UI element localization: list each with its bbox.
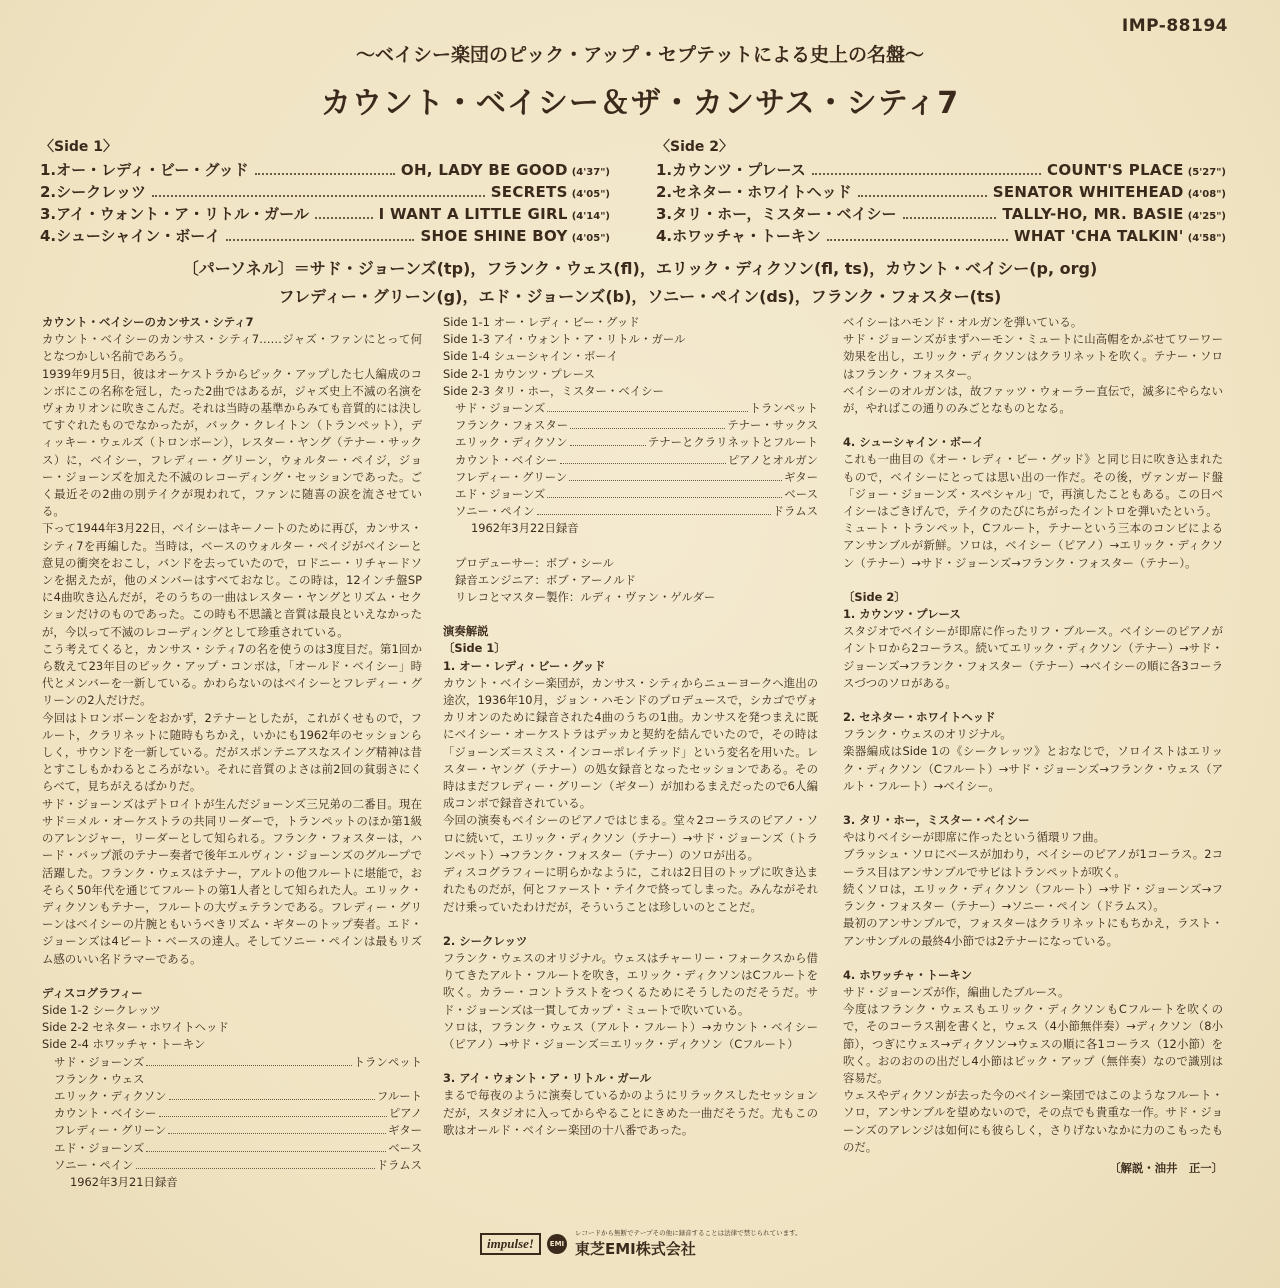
track-heading: 2. シークレッツ <box>443 933 528 948</box>
paragraph: フランク・ウェスのオリジナル。ウェスはチャーリー・フォークスから借りてきたアルト・フルートを吹き，エリック・ディクソンはCフルートを吹く。カラー・コントラストをつくるためにそうしたのだそうだ。サド・ジョーンズは一貫してカップ・ミュートで吹いている。 <box>443 950 818 1017</box>
member-name: エド・ジョーンズ <box>455 487 546 502</box>
paragraph: ソロは，フランク・ウェス（アルト・フルート）→カウント・ベイシー（ピアノ）→サド・ジョーンズ＝エリック・ディクソン（Cフルート） <box>443 1019 818 1051</box>
track-title-jp: 4.ホワッチャ・トーキン <box>656 227 821 245</box>
side2-label: 〈Side 2〉 <box>656 139 734 155</box>
member-row <box>54 1140 422 1157</box>
member-instrument: ギター <box>387 1123 422 1138</box>
member-name: エリック・ディクソン <box>455 435 568 450</box>
track-duration: (5'27") <box>1187 167 1226 178</box>
track-heading: 1. オー・レディ・ビー・グッド <box>443 658 606 673</box>
catalog-number: IMP-88194 <box>1121 16 1228 36</box>
paragraph: サド・ジョーンズはデトロイトが生んだジョーンズ三兄弟の二番目。現在サド＝メル・オーケストラの共同リーダーで，トランペットのほか第1級のアレンジャー，リーダーとして知られる。フランク・フォスターは，ハード・バップ派のテナー奏者で後年エルヴィン・ジョーンズのグループで活躍した。フランク・ウェスはテナー，アルトの他フルートに堪能で，おそらく50年代を通じてフルートの第1人者として知られた人。エリック・ディクソンもテナー，フルートの大ヴェテランである。フレディー・グリーンはベイシーの片腕ともいうべきリズム・ギターのトップ奏者。エド・ジョーンズは4ビート・ベースの達人。そしてソニー・ペインは最もリズム感のいい名ドラマーである。 <box>42 796 422 966</box>
notes-column-1 <box>42 314 422 1191</box>
dot-leader <box>152 186 485 197</box>
paragraph: 今回の演奏もベイシーのピアノではじまる。堂々2コーラスのピアノ・ソロに続いて，エリック・ディクソン（テナー）→サド・ジョーンズ（トランペット）→フランク・フォスター（テナー）のソロが出る。 <box>443 813 818 862</box>
member-row <box>54 1105 422 1122</box>
track-duration: (4'37") <box>571 167 610 178</box>
member-name: フレディー・グリーン <box>54 1123 167 1138</box>
member-row <box>54 1054 422 1071</box>
member-row <box>455 452 818 469</box>
track-duration: (4'05") <box>571 189 610 200</box>
track-row <box>40 181 610 203</box>
track-title-en: TALLY-HO, MR. BASIE <box>1002 205 1184 223</box>
track-row <box>40 159 610 181</box>
track-row <box>656 203 1226 225</box>
notes-heading: 演奏解説 <box>443 624 489 639</box>
track-heading: 3. タリ・ホー，ミスター・ベイシー <box>843 813 1030 828</box>
discography-entry: Side 1-1 オー・レディ・ビー・グッド <box>443 315 640 329</box>
member-name: カウント・ベイシー <box>455 452 558 467</box>
paragraph: 下って1944年3月22日，ベイシーはキーノートのために再び，カンサス・シティ7を再編した。当時は，ベースのウォルター・ペイジがベイシーと意見の衝突をおこし，バンドを去っていたので，ロドニー・リチャードソンを据えたが，他のメンバーはすべておなじ。この時は，12インチ盤SPに4曲吹き込んだが，そのうちの一曲はレスター・ヤングとリズム・セクションだけのものであった。この時も不思議と音質は最良といえなかったが，今以って不滅のレコーディングとして珍重されている。 <box>42 521 422 639</box>
member-name: カウント・ベイシー <box>54 1106 157 1121</box>
paragraph: こう考えてくると，カンサス・シティ7の名を使うのは3度目だ。第1回から数えて23年目のピック・アップ・コンボは，「オールド・ベイシー」時代とメンバーを一新している。かわらないのはベイシーとフレディー・グリーンの2人だけだ。 <box>42 641 422 708</box>
member-row <box>455 417 818 434</box>
paragraph: ウェスやディクソンが去った今のベイシー楽団ではこのようなフルート・ソロ，アンサンブルを望めないので，その点でも貴重な一作。サド・ジョーンズのアレンジは如何にも彼らしく，さりげないなかに力のこもったものだ。 <box>843 1088 1223 1154</box>
paragraph: カウント・ベイシー楽団が，カンサス・シティからニューヨークへ進出の途次，1936年10月，ジョン・ハモンドのプロデュースで，シカゴでヴォカリオンのために録音された4曲のうちの1曲。カンサスを発つまえに既にベイシー・オーケストラはデッカと契約を結んでいたので，その時は「ジョーンズ＝スミス・インコーポレイテッド」という変名を用いた。レスター・ヤング（テナー）の処女録音となったセッションである。その時はまだフレディー・グリーン（ギター）が加わるまえだったので6人編成コンボで録音されている。 <box>443 675 818 811</box>
copyright-warning: レコードから無断でテープその他に録音することは法律で禁じられています。 <box>574 1229 802 1237</box>
paragraph: 今回はトロンボーンをおかず，2テナーとしたが，これがくせもので，フルート，クラリネットに随時もちかえ，いかにも1962年のセッションらしく，サウンドを一新している。だがスポンテニアスなスイング精神は昔とすこしもかわるところがない。それに音質のよさは前2回の貧弱さにくらべて，見ちがえるばかりだ。 <box>42 710 422 794</box>
track-title-jp: 3.アイ・ウォント・ア・リトル・ガール <box>40 205 309 223</box>
paragraph: 楽器編成はSide 1の《シークレッツ》とおなじで，ソロイストはエリック・ディクソン（Cフルート）→サド・ジョーンズ→フランク・ウェス（アルト・フルート）→ベイシー。 <box>843 744 1223 793</box>
member-name: エド・ジョーンズ <box>54 1140 145 1155</box>
paragraph: まるで毎夜のように演奏しているかのようにリラックスしたセッションだが，スタジオに入ってからやることにきめた一曲だそうだ。尤もこの歌はオールド・ベイシー楽団の十八番であった。 <box>443 1088 818 1137</box>
member-instrument: ピアノ <box>388 1106 422 1121</box>
paragraph: 続くソロは，エリック・ディクソン（フルート）→サド・ジョーンズ→フランク・フォスター（テナー）→ソニー・ペイン（ドラムス）。 <box>843 881 1223 914</box>
track-title-jp: 2.シークレッツ <box>40 183 146 201</box>
track-title-jp: 3.タリ・ホー，ミスター・ベイシー <box>656 205 897 223</box>
track-heading: 4. シューシャイン・ボーイ <box>843 435 984 450</box>
side1-label: 〈Side 1〉 <box>40 139 118 155</box>
dot-leader <box>255 164 395 175</box>
side-heading: 〔Side 1〕 <box>443 641 506 656</box>
track-title-en: SECRETS <box>490 183 568 201</box>
album-subtitle: ～ベイシー楽団のピック・アップ・セプテットによる史上の名盤～ <box>356 44 924 66</box>
track-duration: (4'25") <box>1187 211 1226 222</box>
paragraph: カウント・ベイシーのカンサス・シティ7……ジャズ・ファンにとって何となつかしい名前であろう。 <box>42 332 422 364</box>
dot-leader <box>315 208 373 219</box>
paragraph: サド・ジョーンズがまずハーモン・ミュートに山高帽をかぶせてワーワー効果を出し，エリック・ディクソンはクラリネットを吹く。テナー・ソロはフランク・フォスター。 <box>843 332 1223 381</box>
engineer-credit: 録音エンジニア：ボブ・アーノルド <box>455 572 636 587</box>
member-instrument: トランペット <box>353 1054 422 1069</box>
paragraph: ベイシーのオルガンは，故ファッツ・ウォーラー直伝で，滅多にやらないが，やればこの通りのみごとなものとなる。 <box>843 383 1223 416</box>
track-title-en: SHOE SHINE BOY <box>420 227 568 245</box>
member-row <box>54 1122 422 1139</box>
paragraph: スタジオでベイシーが即席に作ったリフ・ブルース。ベイシーのピアノがイントロから2コーラス。続いてエリック・ディクソン（テナー）→サド・ジョーンズ→フランク・フォスター（テナー）→ベイシーの順に各3コーラスづつのソロがある。 <box>843 624 1223 690</box>
track-duration: (4'08") <box>1187 189 1226 200</box>
member-row <box>455 400 818 417</box>
producer-credit: プロデューサー：ボブ・シール <box>455 555 614 570</box>
member-instrument: ドラムス <box>376 1157 422 1172</box>
discography-entry: Side 1-4 シューシャイン・ボーイ <box>443 349 619 364</box>
discography-entry: Side 1-3 アイ・ウォント・ア・リトル・ガール <box>443 332 686 347</box>
member-instrument: ドラムス <box>772 504 818 519</box>
member-name: フランク・フォスター <box>455 418 569 433</box>
discography-entry: Side 2-4 ホワッチャ・トーキン <box>42 1037 206 1052</box>
member-row <box>455 503 818 520</box>
track-heading: 1. カウンツ・プレース <box>843 607 961 622</box>
member-instrument: ベース <box>388 1140 422 1155</box>
impulse-logo: impulse! <box>480 1233 541 1255</box>
paragraph: フランク・ウェスのオリジナル。 <box>843 727 1012 742</box>
paragraph: やはりベイシーが即席に作ったという循環リフ曲。 <box>843 830 1105 845</box>
member-instrument: テナーとクラリネットとフルート <box>647 435 818 450</box>
member-instrument: トランペット <box>749 401 818 416</box>
member-name: フレディー・グリーン <box>455 469 568 484</box>
track-title-jp: 1.カウンツ・プレース <box>656 161 806 179</box>
track-heading: 4. ホワッチャ・トーキン <box>843 967 973 982</box>
track-row <box>656 159 1226 181</box>
side1-tracklist <box>40 136 610 247</box>
track-row <box>656 181 1226 203</box>
track-title-jp: 4.シューシャイン・ボーイ <box>40 227 221 245</box>
paragraph: ミュート・トランペット，Cフルート，テナーという三本のコンビによるアンサンブルが新鮮。ソロは，ベイシー（ピアノ）→エリック・ディクソン（テナー）→サド・ジョーンズ→フランク・フォスター（テナー）。 <box>843 521 1223 570</box>
author-credit: 〔解説・油井 正一〕 <box>1109 1160 1223 1175</box>
discography-entry: Side 2-3 タリ・ホー，ミスター・ベイシー <box>443 383 664 398</box>
member-row <box>54 1088 422 1105</box>
notes-column-3 <box>843 314 1223 1177</box>
member-name: サド・ジョーンズ <box>54 1054 145 1069</box>
paragraph: 1939年9月5日，彼はオーケストラからピック・アップした七人編成のコンボにこの名称を冠し，たった2曲ではあるが，ジャズ史上不滅の名演をヴォカリオンに吹きこんだ。それは当時の基準からみても音質的には決してすぐれたものでなかったが，バック・クレイトン（トランペット），ディッキー・ウェルズ（トロンボーン），レスター・ヤング（テナー・サックス）に，ベイシー，フレディー・グリーン，ウォルター・ペイジ，ジョー・ジョーンズを加えた不滅のレコーディング・セッションであった。ごく最近その2曲の別テイクが現われて，ファンに随喜の涙を流させている。 <box>42 366 422 519</box>
track-title-en: WHAT 'CHA TALKIN' <box>1014 227 1184 245</box>
member-row <box>455 486 818 503</box>
track-title-en: OH, LADY BE GOOD <box>400 161 568 179</box>
track-title-en: SENATOR WHITEHEAD <box>992 183 1184 201</box>
track-title-jp: 1.オー・レディ・ビー・グッド <box>40 161 249 179</box>
track-title-en: I WANT A LITTLE GIRL <box>378 205 568 223</box>
track-title-en: COUNT'S PLACE <box>1047 161 1184 179</box>
member-name: サド・ジョーンズ <box>455 401 546 416</box>
track-duration: (4'05") <box>571 233 610 244</box>
discography-entry: Side 2-2 セネター・ホワイトヘッド <box>42 1020 229 1035</box>
member-row <box>455 469 818 486</box>
personnel-line-2: フレディー・グリーン(g)，エド・ジョーンズ(b)，ソニー・ペイン(ds)，フランク・フォスター(ts) <box>278 287 1002 306</box>
paragraph: ベイシーはハモンド・オルガンを弾いている。 <box>843 315 1083 329</box>
discography-entry: Side 1-2 シークレッツ <box>42 1002 161 1017</box>
dot-leader <box>858 186 987 197</box>
label-footer <box>480 1228 802 1259</box>
member-instrument: テナー・サックス <box>727 418 818 433</box>
track-row <box>656 225 1226 247</box>
member-instrument: ベース <box>784 487 818 502</box>
paragraph: 今度はフランク・ウェスもエリック・ディクソンもCフルートを吹くので，そのコーラス割を書くと，ウェス（4小節無伴奏）→ディクソン（8小節），つぎにウェス→ディクソン→ウェスの順に各1コーラス（12小節）を吹く。おのおのの出だし4小節はピック・アップ（無伴奏）なので識別は容易だ。 <box>843 1002 1223 1085</box>
paragraph: サド・ジョーンズが作，編曲したブルース。 <box>843 984 1070 999</box>
member-row <box>54 1071 422 1088</box>
discography-entry: Side 2-1 カウンツ・プレース <box>443 366 595 381</box>
track-row <box>40 203 610 225</box>
track-duration: (4'58") <box>1187 233 1226 244</box>
paragraph: これも一曲目の《オー・レディ・ビー・グッド》と同じ日に吹き込まれたもので，ベイシーにとっては思い出の一作だ。その後，ヴァンガード盤「ジョー・ジョーンズ・スペシャル」で，再演したこともある。この日ベイシーはごきげんで，テイクのたびにちがったイントロを弾いたという。 <box>843 452 1223 519</box>
dot-leader <box>827 230 1008 241</box>
dot-leader <box>903 208 997 219</box>
dot-leader <box>812 164 1041 175</box>
track-title-jp: 2.セネター・ホワイトヘッド <box>656 183 852 201</box>
notes-column-2 <box>443 314 818 1139</box>
member-name: ソニー・ペイン <box>455 504 535 519</box>
member-row <box>54 1157 422 1174</box>
paragraph: ディスコグラフィーに明らかなように，これは2日目のトップに吹き込まれたものだが，何とファースト・テイクで終ってしまった。みんながそれだけ乗っていたわけだが，そういうことは珍しいのとことだ。 <box>443 865 818 914</box>
member-instrument: フルート <box>376 1088 422 1103</box>
track-heading: 3. アイ・ウォント・ア・リトル・ガール <box>443 1071 652 1086</box>
member-name: エリック・ディクソン <box>54 1088 167 1103</box>
recording-date: 1962年3月22日録音 <box>471 521 579 536</box>
track-duration: (4'14") <box>571 211 610 222</box>
album-title: カウント・ベイシー＆ザ・カンサス・シティ7 <box>320 86 960 121</box>
paragraph: ブラッシュ・ソロにベースが加わり，ベイシーのピアノが1コーラス。2コーラス目はアンサンブルでサビはトランペットが吹く。 <box>843 847 1223 879</box>
paragraph: 最初のアンサンブルで，フォスターはクラリネットにもちかえ，ラスト・アンサンブルの最終4小節では2テナーになっている。 <box>843 916 1223 948</box>
track-row <box>40 225 610 247</box>
emi-logo-icon: EMI <box>547 1234 567 1254</box>
track-heading: 2. セネター・ホワイトヘッド <box>843 710 996 725</box>
section-heading: カウント・ベイシーのカンサス・シティ7 <box>42 315 254 329</box>
member-name: ソニー・ペイン <box>54 1157 134 1172</box>
discography-heading: ディスコグラフィー <box>42 985 143 1000</box>
recording-date: 1962年3月21日録音 <box>70 1174 178 1189</box>
dot-leader <box>226 230 414 241</box>
company-name: 東芝EMI株式会社 <box>574 1240 696 1258</box>
member-instrument: ギター <box>783 469 818 484</box>
member-name: フランク・ウェス <box>54 1071 145 1086</box>
side2-tracklist <box>656 136 1226 247</box>
remaster-credit: リレコとマスター製作：ルディ・ヴァン・ゲルダー <box>455 590 716 605</box>
member-row <box>455 434 818 451</box>
personnel-line-1: 〔パーソネル〕＝サド・ジョーンズ(tp)，フランク・ウェス(fl)，エリック・ディクソン(fl, ts)，カウント・ベイシー(p, org) <box>182 259 1098 278</box>
side-heading: 〔Side 2〕 <box>843 589 906 604</box>
member-instrument: ピアノとオルガン <box>727 452 818 467</box>
